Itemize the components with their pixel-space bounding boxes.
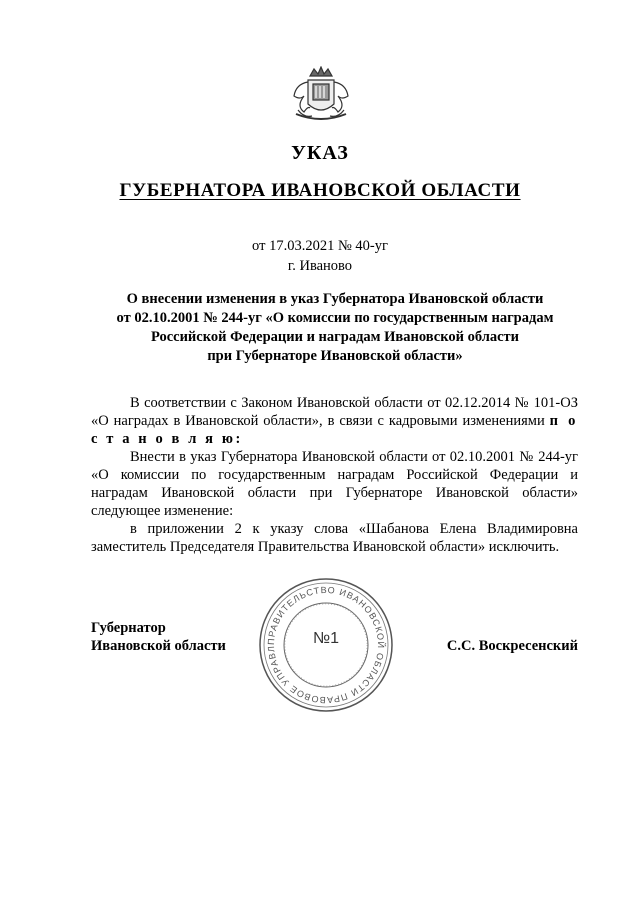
body-text xyxy=(91,394,578,556)
date-number: от 17.03.2021 № 40-уг xyxy=(252,238,388,254)
issuer-title: ГУБЕРНАТОРА ИВАНОВСКОЙ ОБЛАСТИ xyxy=(119,180,521,201)
subject-heading xyxy=(90,290,580,366)
document-title: УКАЗ xyxy=(291,142,349,164)
paragraph-amendment: Внести в указ Губернатора Ивановской области от 02.10.2001 № 244-уг «О комиссии по государственным наградам Российской Федерации и наградам Ивановской области при Губернаторе Ивановской области» следующее изменение: xyxy=(91,449,578,519)
official-stamp xyxy=(256,575,396,715)
preamble-text: В соответствии с Законом Ивановской области от 02.12.2014 № 101-ОЗ «О наградах в Ивановской области», в связи с кадровыми изменениями xyxy=(91,395,578,429)
city: г. Иваново xyxy=(287,258,353,274)
subject-line: от 02.10.2001 № 244-уг «О комиссии по государственным наградам xyxy=(116,310,554,326)
subject-line: при Губернаторе Ивановской области» xyxy=(207,348,463,364)
position-line: Ивановской области xyxy=(91,638,226,654)
position-line: Губернатор xyxy=(91,620,166,636)
subject-line: О внесении изменения в указ Губернатора Ивановской области xyxy=(126,291,544,307)
date-block xyxy=(0,236,640,276)
paragraph-change: в приложении 2 к указу слова «Шабанова Елена Владимировна заместитель Председателя Правительства Ивановской области» исключить. xyxy=(91,521,578,555)
paragraph-preamble xyxy=(91,394,578,448)
stamp-number: №1 xyxy=(312,630,340,647)
signatory-position xyxy=(91,619,226,655)
stamp-ring-text: ПРАВИТЕЛЬСТВО ИВАНОВСКОЙ ОБЛАСТИ ПРАВОВОЕ УПРАВЛ xyxy=(265,584,387,706)
decree-word: п о с т а н о в л я ю: xyxy=(91,413,578,447)
subject-line: Российской Федерации и наградам Ивановской области xyxy=(150,329,520,345)
signatory-name: С.С. Воскресенский xyxy=(446,638,578,654)
ivanovo-coat-of-arms-icon xyxy=(290,66,352,124)
